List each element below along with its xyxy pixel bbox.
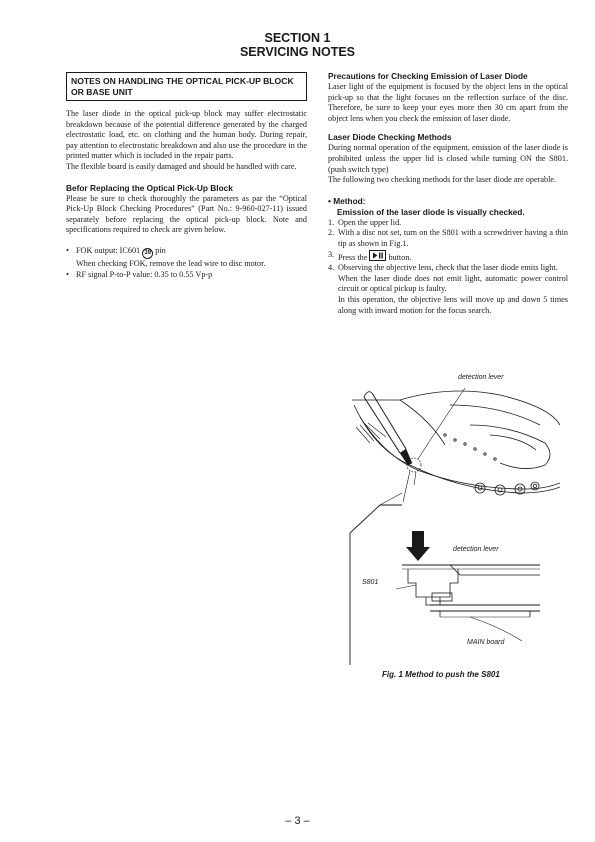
figure-drawing: [340, 365, 560, 665]
step-text: Observing the objective lens, check that the laser diode emits light.: [338, 263, 558, 273]
section-number: SECTION 1: [264, 31, 331, 45]
label-s801: S801: [362, 579, 379, 586]
checking-methods-text-1: During normal operation of the equipment, emission of the laser diode is prohibited unless the upper lid is closed while turning ON the S801. (push switch type): [328, 143, 568, 174]
precautions-text: Laser light of the equipment is focused by the object lens in the optical pick-up so that the light focuses on the reflection surface of the disc. Therefore, be sure to keep your eyes more then 30 cm apart from the object lens when you check the emission of laser diode.: [328, 82, 568, 123]
step-number: 3.: [328, 249, 335, 259]
list-item-fok: [66, 246, 307, 270]
checking-methods-text-2: The following two checking methods for the laser diode are operable.: [328, 175, 557, 185]
precautions-heading: Precautions for Checking Emission of Laser Diode: [328, 71, 528, 81]
bullet: •: [66, 245, 69, 255]
intro-paragraph: The laser diode in the optical pick-up block may suffer electrostatic breakdown because of the potential difference generated by the charged electrostatic load, etc. on clothing and the human body. During repair, pay attention to electrostatic breakdown and also use the procedure in the printed matter which is included in the repair parts.: [66, 109, 307, 161]
before-replacing-heading: Befor Replacing the Optical Pick-Up Block: [66, 182, 233, 193]
bullet: •: [66, 269, 69, 279]
step-number: 4.: [328, 263, 335, 273]
fok-pin-suffix: pin: [155, 245, 166, 255]
step-text: Open the upper lid.: [338, 217, 402, 227]
list-item: [328, 218, 568, 229]
fok-output-text: FOK output: IC601: [76, 245, 141, 255]
label-main-board: MAIN board: [467, 639, 505, 646]
fok-note: When checking FOK, remove the lead wire to disc motor.: [76, 258, 266, 268]
play-pause-icon: [369, 250, 386, 261]
label-detection-lever-inset: detection lever: [453, 546, 499, 553]
step-text: With a disc not set, turn on the S801 with a screwdriver having a thin tip as shown in Fig.1.: [338, 228, 568, 248]
right-column: [328, 71, 568, 316]
rf-signal-text: RF signal P-to-P value: 0.35 to 0.55 Vp-p: [76, 269, 213, 279]
step4-fault-note: When the laser diode does not emit light, automatic power control circuit or optical pickup is faulty.: [338, 273, 568, 294]
step-number: 2.: [328, 228, 335, 238]
figure-1: [340, 365, 560, 665]
step-number: 1.: [328, 217, 335, 227]
list-item: [328, 263, 568, 316]
step4-focus-note: In this operation, the objective lens will move up and down 5 times along with inward motion for the focus search.: [338, 294, 568, 315]
handling-notes-heading: NOTES ON HANDLING THE OPTICAL PICK-UP BLOCK OR BASE UNIT: [66, 72, 307, 101]
method-label: • Method:: [328, 195, 366, 206]
flexible-board-note: The flexible board is easily damaged and should be handled with care.: [66, 161, 297, 171]
page-number: – 3 –: [285, 815, 310, 827]
list-item: [328, 228, 568, 249]
label-detection-lever-top: detection lever: [458, 374, 504, 381]
figure-caption: Fig. 1 Method to push the S801: [382, 670, 500, 679]
step-text-before: Press the: [338, 252, 368, 262]
step-text-after: button.: [388, 252, 412, 262]
method-subheading: Emission of the laser diode is visually checked.: [337, 206, 525, 217]
before-replacing-text: Please be sure to check thoroughly the parameters as par the “Optical Pick-Up Block Checking Procedures” (Part No.: 9-960-027-11) issued separately before replacing the optical pick-up block. Note and specifications required to check are given below.: [66, 193, 307, 235]
checking-methods-heading: Laser Diode Checking Methods: [328, 132, 452, 143]
left-column: [66, 72, 307, 280]
page-title: SERVICING NOTES: [239, 45, 356, 59]
list-item: [328, 250, 568, 264]
list-item-rf: [66, 270, 307, 281]
pin-number-circle: 39: [142, 248, 153, 259]
